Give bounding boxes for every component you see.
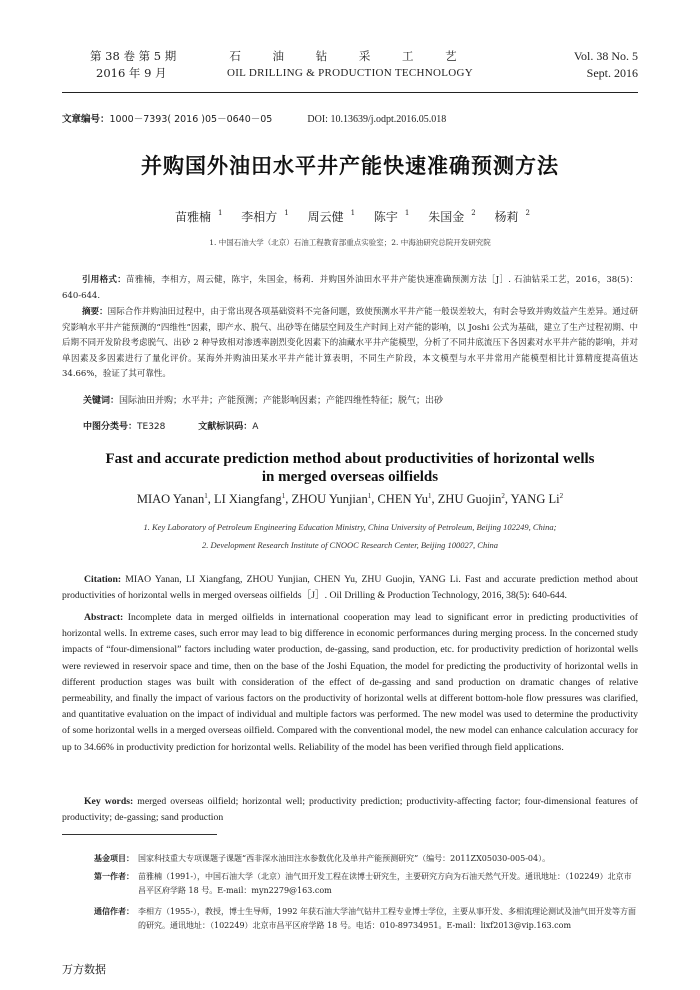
header-volume-en xyxy=(574,48,638,82)
citation-cn-text: 苗雅楠，李相方，周云健，陈宇，朱国金，杨莉．并购国外油田水平井产能快速准确预测方法［J］. 石油钻采工艺，2016，38(5)：640-644. xyxy=(62,275,638,301)
abstract-cn xyxy=(62,305,638,383)
author-cn: 周云健 $^1$ xyxy=(307,209,356,224)
keywords-en xyxy=(62,794,638,826)
header-volume-cn xyxy=(90,48,176,82)
page-title-en: Fast and accurate prediction method about productivities of horizontal wells in merged overseas oilfields xyxy=(105,451,595,485)
page-title-cn: 并购国外油田水平井产能快速准确预测方法 xyxy=(141,154,559,178)
watermark: 万方数据 xyxy=(62,963,106,976)
first-author-label: 第一作者： xyxy=(94,872,134,881)
clc-label: 中图分类号： xyxy=(83,422,138,432)
corresponding-label: 通信作者： xyxy=(94,907,134,916)
footnote-rule xyxy=(62,834,217,835)
keywords-cn-text: 国际油田并购；水平井；产能预测；产能影响因素；产能四维性特征；脱气；出砂 xyxy=(119,396,444,406)
affiliation-en xyxy=(0,518,700,554)
author-cn: 杨莉 $^2$ xyxy=(494,209,531,224)
author-en: YANG Li$^2$ xyxy=(510,492,564,506)
citation-en-label: Citation: xyxy=(84,574,122,585)
authors-en xyxy=(0,492,700,507)
author-en: ZHU Guojin$^2$, xyxy=(437,492,511,506)
author-cn: 李相方 $^1$ xyxy=(241,209,289,224)
footnote-corresponding xyxy=(62,905,642,939)
keywords-cn xyxy=(83,393,443,406)
abstract-en-text: Incomplete data in merged oilfields in international cooperation may lead to significant error in predicting productivities of horizontal wells. In extreme cases, such error may lead to big difference in economic performances during merging process. In the concerned study impacts of “four-dimensional” factors including water production, de-gassing, sand production, etc. for productivity prediction of horizontal wells were reviewed in reservoir space and time, then on the base of the Joshi Equation, the model for predicting the productivity of horizontal wells in different production stages was built with consideration of the effect of de-gassing and sand production on dramatic changes of relative permeability, and finally the impact of various factors on the productivity of horizontal wells at different bottom-hole flow pressures was clarified, and quantitative evaluation on the impact of individual and multiple factors was performed. The new model was used to determine the productivity of some horizontal wells in a merged overseas oilfield. Compared with the conventional model, the new model can enhance calculation accuracy for up to 34.66% in productivity prediction for horizontal wells. Reliability of the model has been verified through field applications. xyxy=(62,612,638,753)
corresponding-text: 李相方（1955-），教授，博士生导师，1992 年获石油大学油气钻井工程专业博士学位，主要从事开发、多相流理论测试及油气田开发等方面的研究。通讯地址：（102249）北京市昌平区府学路 18 号。电话：010-89734951。E-mail：lixf2013@vip.163.com xyxy=(138,907,636,930)
affiliation-en-1: 1. Key Laboratory of Petroleum Engineering Education Ministry, China University of Petroleum, Beijing 102249, China; xyxy=(143,522,557,532)
author-en: ZHOU Yunjian$^1$, xyxy=(291,492,378,506)
fund-label: 基金项目： xyxy=(94,854,134,863)
keywords-en-text: merged overseas oilfield; horizontal well; productivity prediction; productivity-affecting factor; four-dimensional features of productivity; de-gassing; sand production xyxy=(62,796,638,824)
date-en: Sept. 2016 xyxy=(586,66,638,80)
classification xyxy=(83,419,258,432)
header-rule xyxy=(62,92,638,93)
doc-code-value: A xyxy=(252,422,259,432)
fund-text: 国家科技重大专项课题子课题“西非深水油田注水参数优化及单井产能预测研究”（编号：2011ZX05030-005-04）。 xyxy=(138,854,551,863)
abstract-cn-text: 国际合作并购油田过程中，由于常出现各项基础资料不完备问题，致使预测水平井产能一般误差较大，有时会导致并购效益产生差异。通过研究影响水平井产能预测的“四维性”因素，即产水、脱气、出砂等在储层空间及生产时间上对产能的影响，以 Joshi 公式为基础，建立了生产过程初期、中后期不同开发阶段考虑脱气、出砂 2 种导致相对渗透率剧烈变化因素下的油藏水平井产能模型，分析了不同井底流压下各因素对水平井产能的影响，并对单因素及多因素进行了量化评价。某海外并购油田某水平井产能计算表明，不同生产阶段，本文模型与水平井常用产能模型相比计算精度提高值达 34.66%，验证了其可靠性。 xyxy=(62,307,638,379)
author-en: MIAO Yanan$^1$, xyxy=(136,492,214,506)
citation-cn-label: 引用格式： xyxy=(82,275,127,285)
authors-cn xyxy=(0,208,700,225)
first-author-text: 苗雅楠（1991-），中国石油大学（北京）油气田开发工程在读博士研究生，主要研究方向为石油天然气开发。通讯地址：（102249）北京市昌平区府学路 18 号。E-mail：myn2279@163.com xyxy=(138,872,632,895)
article-no-label: 文章编号： xyxy=(62,114,110,125)
journal-name-en: OIL DRILLING & PRODUCTION TECHNOLOGY xyxy=(226,67,474,79)
affiliation-cn: 1. 中国石油大学（北京）石油工程教育部重点实验室；2. 中海油研究总院开发研究院 xyxy=(209,238,491,247)
journal-name-cn: 石 油 钻 采 工 艺 xyxy=(229,49,471,63)
abstract-cn-label: 摘要： xyxy=(82,307,108,317)
author-cn: 苗雅楠 $^1$ xyxy=(174,209,223,224)
abstract-en xyxy=(62,610,638,756)
footnote-first-author xyxy=(62,870,642,904)
volume-en: Vol. 38 No. 5 xyxy=(573,49,638,63)
affiliation-en-2: 2. Development Research Institute of CNOOC Research Center, Beijing 100027, China xyxy=(201,540,499,550)
volume-cn: 第 38 卷 第 5 期 xyxy=(90,49,177,63)
author-cn: 陈宇 $^1$ xyxy=(373,209,410,224)
citation-en-text: MIAO Yanan, LI Xiangfang, ZHOU Yunjian, CHEN Yu, ZHU Guojin, YANG Li. Fast and accurate prediction method about productivities of horizontal wells in merged overseas oilfields［J］. Oil Drilling & Production Technology, 2016, 38(5): 640-644. xyxy=(62,574,638,602)
abstract-en-label: Abstract: xyxy=(84,612,124,623)
article-no: 1000－7393( 2016 )05－0640－05 xyxy=(109,114,273,125)
author-cn: 朱国金 $^2$ xyxy=(428,209,476,224)
author-en: LI Xiangfang$^1$, xyxy=(214,492,292,506)
article-meta xyxy=(62,111,446,125)
citation-cn xyxy=(62,273,638,304)
header-journal xyxy=(200,48,500,82)
author-en: CHEN Yu$^1$, xyxy=(377,492,438,506)
citation-en xyxy=(62,572,638,604)
doi[interactable]: DOI: 10.13639/j.odpt.2016.05.018 xyxy=(307,114,447,125)
keywords-cn-label: 关键词： xyxy=(83,396,120,406)
doc-code-label: 文献标识码： xyxy=(198,422,253,432)
clc-value: TE328 xyxy=(137,422,166,432)
date-cn: 2016 年 9 月 xyxy=(96,66,167,80)
keywords-en-label: Key words: xyxy=(84,796,134,807)
footnote-fund xyxy=(62,852,642,868)
